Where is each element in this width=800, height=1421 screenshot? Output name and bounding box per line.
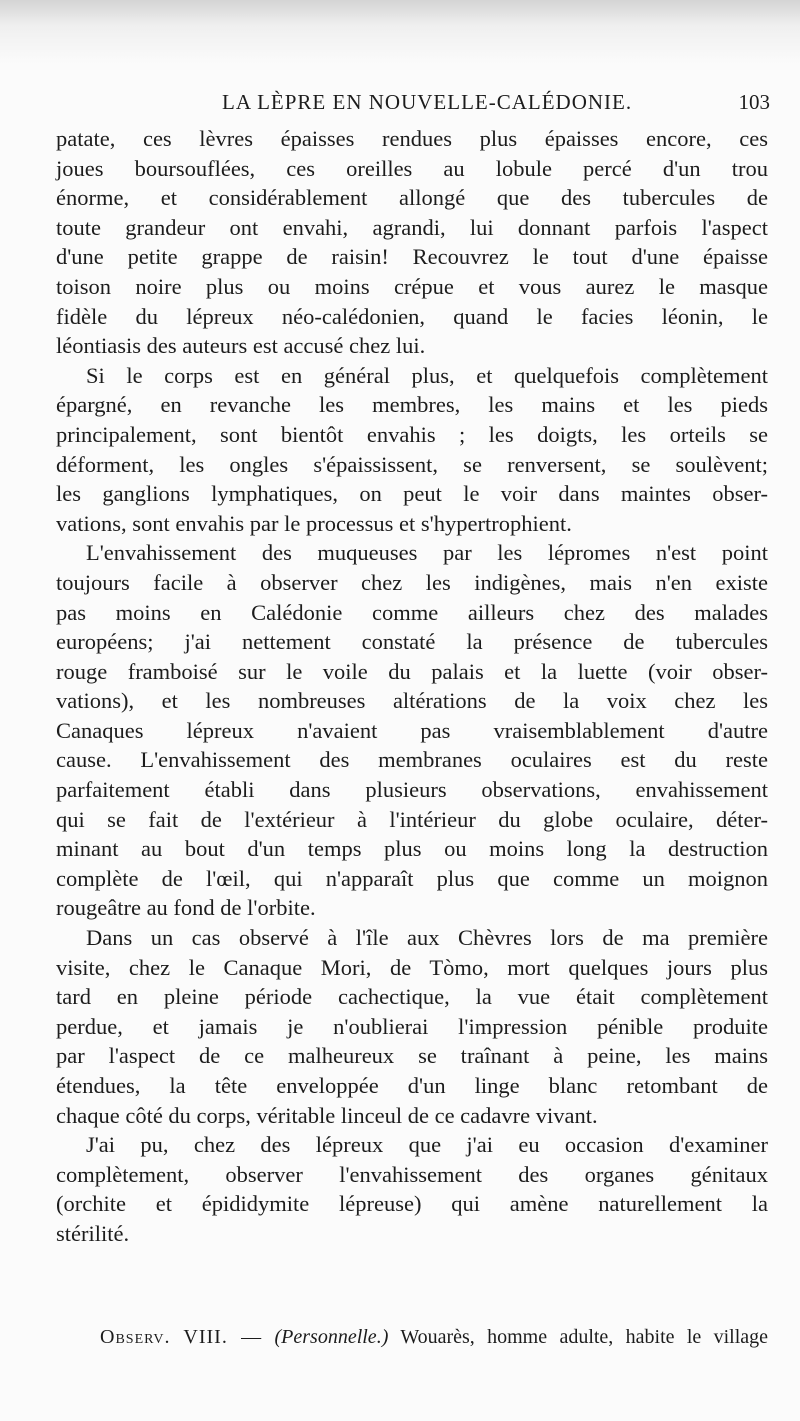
text-line: rougeâtre au fond de l'orbite.: [56, 895, 316, 921]
text-line: rouge framboisé sur le voile du palais et la luette (voir obser-: [56, 658, 768, 684]
text-line: patate, ces lèvres épaisses rendues plus épaisses encore, ces: [56, 126, 768, 151]
text-line: cause. L'envahissement des membranes oculaires est du reste: [56, 747, 768, 773]
text-line: Dans un cas observé à l'île aux Chèvres lors de ma première: [86, 925, 768, 951]
text-line: tard en pleine période cachectique, la vue était complètement: [56, 984, 768, 1010]
text-line: toison noire plus ou moins crépue et vous aurez le masque: [56, 273, 768, 299]
text-line: stérilité.: [56, 1220, 130, 1246]
text-line: fidèle du lépreux néo-calédonien, quand le facies léonin, le: [56, 303, 768, 329]
scan-shadow: [0, 0, 800, 64]
text-line: vations), et les nombreuses altérations de la voix chez les: [56, 688, 768, 714]
text-line: énorme, et considérablement allongé que des tubercules de: [56, 185, 768, 211]
text-line: qui se fait de l'extérieur à l'intérieur du globe oculaire, déter-: [56, 806, 768, 832]
text-line: vations, sont envahis par le processus et s'hypertrophient.: [56, 510, 572, 536]
text-line: perdue, et jamais je n'oublierai l'impression pénible produite: [56, 1013, 768, 1039]
body-text: [56, 124, 768, 1249]
text-line: étendues, la tête enveloppée d'un linge blanc retombant de: [56, 1073, 768, 1098]
observation-heading: [100, 1326, 768, 1356]
text-line: (orchite et épididymite lépreuse) qui amène naturellement la: [56, 1191, 768, 1217]
text-line: Canaques lépreux n'avaient pas vraisemblablement d'autre: [56, 717, 768, 743]
running-title: LA LÈPRE EN NOUVELLE-CALÉDONIE.: [222, 90, 633, 114]
text-line: parfaitement établi dans plusieurs observations, envahissement: [56, 777, 768, 803]
paragraph: [56, 923, 768, 1130]
text-line: J'ai pu, chez des lépreux que j'ai eu occasion d'examiner: [86, 1132, 768, 1158]
text-line: joues boursouflées, ces oreilles au lobule percé d'un trou: [56, 155, 768, 181]
text-line: léontiasis des auteurs est accusé chez lui.: [56, 333, 426, 359]
text-line: pas moins en Calédonie comme ailleurs chez des malades: [56, 599, 768, 625]
text-line: principalement, sont bientôt envahis ; les doigts, les orteils se: [56, 421, 768, 447]
text-line: Si le corps est en général plus, et quelquefois complètement: [86, 362, 768, 388]
text-line: toute grandeur ont envahi, agrandi, lui donnant parfois l'aspect: [56, 214, 768, 240]
text-line: minant au bout d'un temps plus ou moins long la destruction: [56, 836, 768, 862]
text-line: visite, chez le Canaque Mori, de Tòmo, mort quelques jours plus: [56, 954, 768, 980]
text-line: épargné, en revanche les membres, les mains et les pieds: [56, 392, 768, 418]
text-line: les ganglions lymphatiques, on peut le voir dans maintes obser-: [56, 481, 768, 507]
observation-label: Observ. VIII. —: [100, 1326, 263, 1348]
page-number: 103: [738, 90, 770, 114]
observation-text: Wouarès, homme adulte, habite le village: [400, 1326, 769, 1348]
text-line: déforment, les ongles s'épaississent, se renversent, se soulèvent;: [56, 451, 768, 477]
paragraph: [56, 1130, 768, 1248]
observation-source: (Personnelle.): [274, 1326, 389, 1348]
text-line: complètement, observer l'envahissement des organes génitaux: [56, 1161, 768, 1187]
page-header: [222, 90, 770, 124]
paragraph: [56, 124, 768, 361]
text-line: par l'aspect de ce malheureux se traînant à peine, les mains: [56, 1043, 768, 1069]
text-line: européens; j'ai nettement constaté la présence de tubercules: [56, 629, 768, 655]
text-line: toujours facile à observer chez les indigènes, mais n'en existe: [56, 569, 768, 595]
text-line: chaque côté du corps, véritable linceul de ce cadavre vivant.: [56, 1102, 598, 1128]
text-line: L'envahissement des muqueuses par les lépromes n'est point: [86, 540, 768, 566]
text-line: d'une petite grappe de raisin! Recouvrez le tout d'une épaisse: [56, 244, 768, 270]
paragraph: [56, 538, 768, 923]
paragraph: [56, 361, 768, 539]
text-line: complète de l'œil, qui n'apparaît plus que comme un moignon: [56, 865, 768, 891]
